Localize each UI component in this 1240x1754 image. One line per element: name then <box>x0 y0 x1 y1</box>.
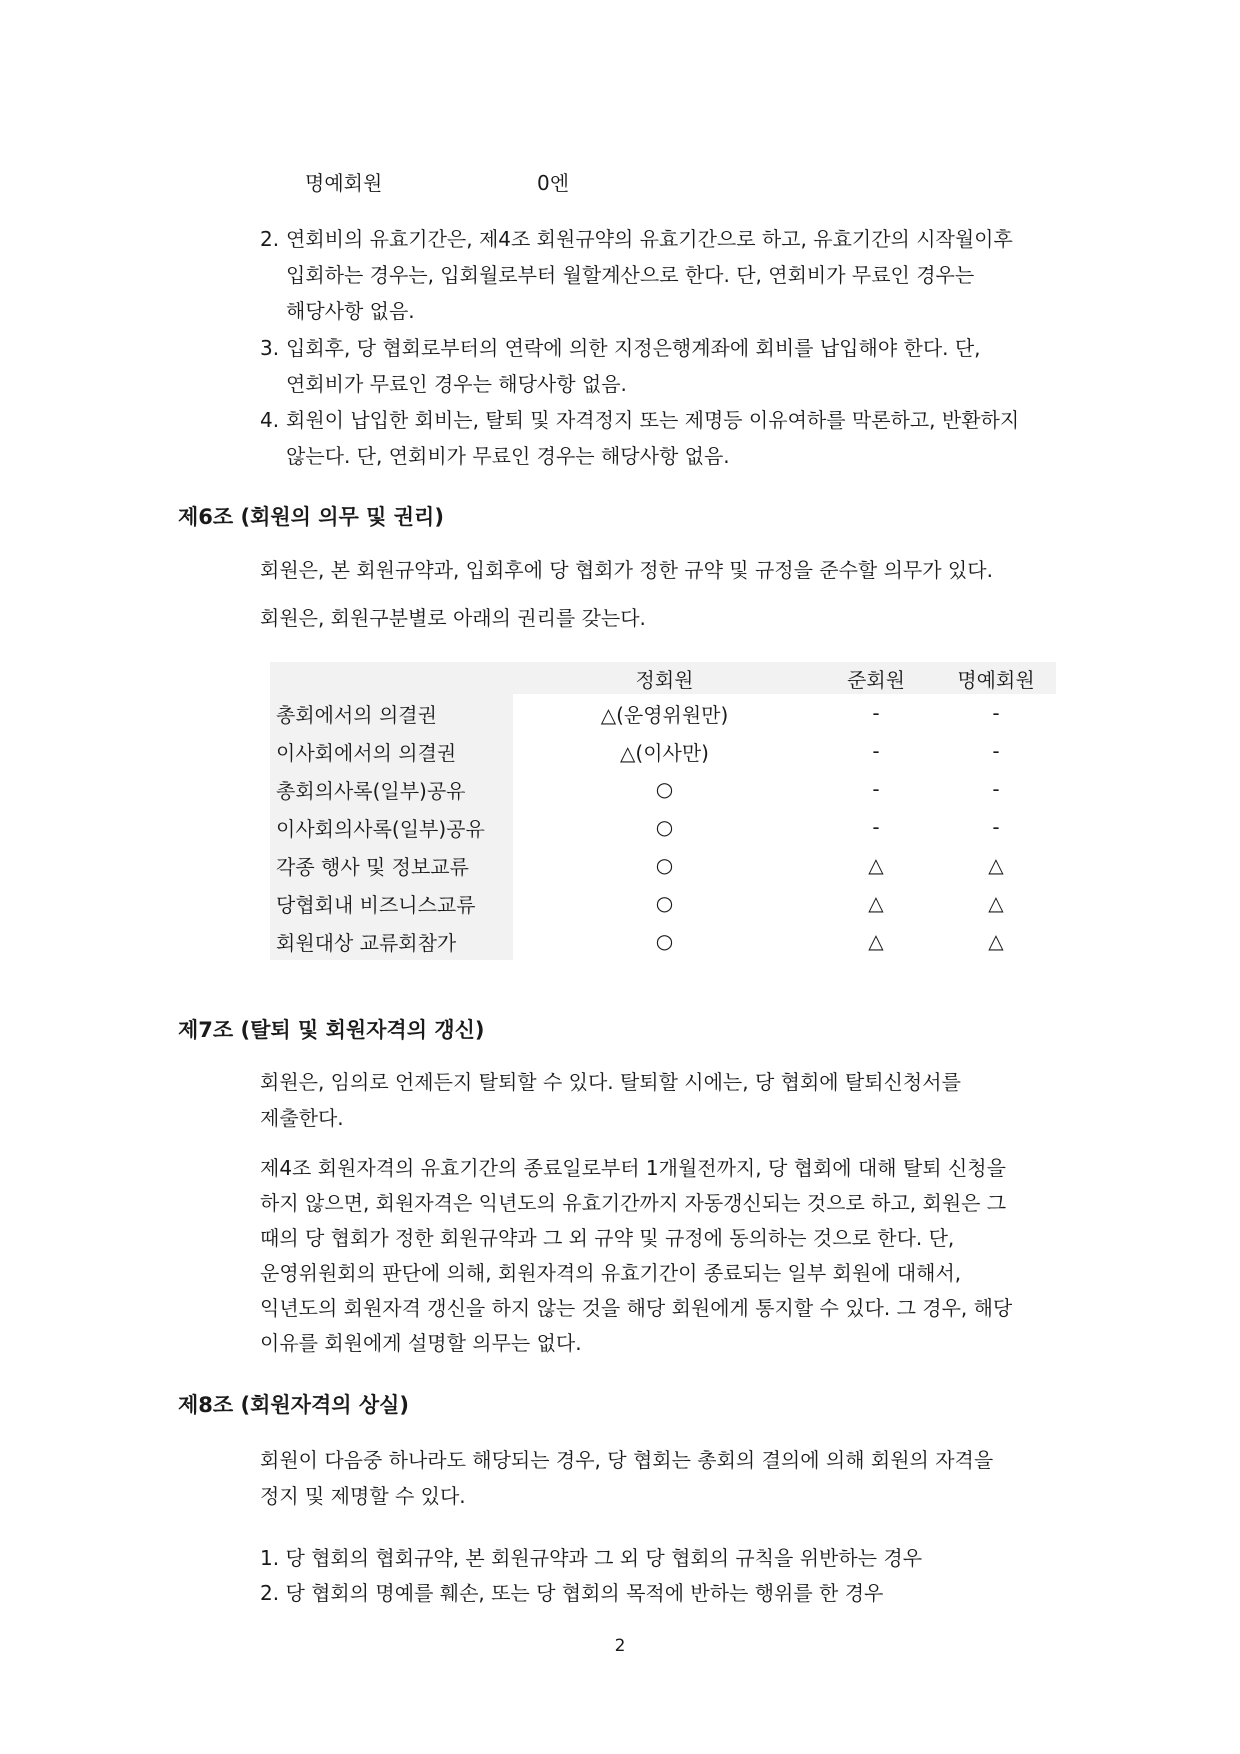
table-cell-regular: △(운영위원만) <box>600 702 729 727</box>
fee-item-line: 회원이 납입한 회비는, 탈퇴 및 자격정지 또는 제명등 이유여하를 막론하고, 반환하지 <box>286 408 1020 432</box>
table-cell-honorary: - <box>992 777 1000 801</box>
article7-paragraph-line: 제4조 회원자격의 유효기간의 종료일로부터 1개월전까지, 당 협회에 대해 탈퇴 신청을 <box>260 1156 1006 1180</box>
fee-item-number: 3. <box>260 336 280 360</box>
table-row <box>270 846 1056 884</box>
rights-table-header-associate: 준회원 <box>816 662 936 694</box>
table-cell-regular: ○ <box>655 815 674 839</box>
table-cell-regular: ○ <box>655 891 674 915</box>
article8-list-item: 1. 당 협회의 협회규약, 본 회원규약과 그 외 당 협회의 규칙을 위반하는 경우 <box>260 1546 923 1570</box>
table-cell-regular: ○ <box>655 853 674 877</box>
table-cell-regular: △(이사만) <box>620 740 709 765</box>
table-cell-associate: △ <box>868 929 884 953</box>
table-cell-honorary: △ <box>988 853 1004 877</box>
table-cell-associate: - <box>872 739 880 763</box>
rights-table-header-row <box>270 662 1056 694</box>
rights-table-header-corner <box>270 662 513 694</box>
fee-row-amount: 0엔 <box>537 171 570 195</box>
table-row <box>270 884 1056 922</box>
table-cell-regular: ○ <box>655 777 674 801</box>
table-cell-associate: △ <box>868 891 884 915</box>
article8-list-item: 2. 당 협회의 명예를 훼손, 또는 당 협회의 목적에 반하는 행위를 한 경우 <box>260 1581 884 1605</box>
table-row-label: 회원대상 교류회참가 <box>270 922 513 960</box>
table-row-label: 총회의사록(일부)공유 <box>270 770 513 808</box>
rights-table <box>270 662 1056 960</box>
fee-item-line: 않는다. 단, 연회비가 무료인 경우는 해당사항 없음. <box>286 444 730 468</box>
table-cell-associate: - <box>872 701 880 725</box>
table-cell-associate: △ <box>868 853 884 877</box>
fee-item-number: 4. <box>260 408 280 432</box>
article6-paragraph: 회원은, 회원구분별로 아래의 권리를 갖는다. <box>260 606 646 630</box>
table-row-label: 각종 행사 및 정보교류 <box>270 846 513 884</box>
fee-item-line: 연회비가 무료인 경우는 해당사항 없음. <box>286 372 627 396</box>
fee-item-line: 입회후, 당 협회로부터의 연락에 의한 지정은행계좌에 회비를 납입해야 한다. 단, <box>286 336 981 360</box>
rights-table-header-regular: 정회원 <box>513 662 816 694</box>
table-cell-honorary: - <box>992 815 1000 839</box>
article7-heading: 제7조 (탈퇴 및 회원자격의 갱신) <box>178 1018 485 1042</box>
table-cell-honorary: - <box>992 739 1000 763</box>
fee-item-number: 2. <box>260 227 280 251</box>
table-cell-honorary: △ <box>988 929 1004 953</box>
article7-paragraph-line: 운영위원회의 판단에 의해, 회원자격의 유효기간이 종료되는 일부 회원에 대해서, <box>260 1261 962 1285</box>
table-row <box>270 922 1056 960</box>
article7-paragraph-line: 때의 당 협회가 정한 회원규약과 그 외 규약 및 규정에 동의하는 것으로 한다. 단, <box>260 1226 955 1250</box>
table-cell-honorary: △ <box>988 891 1004 915</box>
article6-heading: 제6조 (회원의 의무 및 권리) <box>178 505 444 529</box>
table-row-label: 이사회의사록(일부)공유 <box>270 808 513 846</box>
table-row-label: 이사회에서의 의결권 <box>270 732 513 770</box>
article8-paragraph-line: 정지 및 제명할 수 있다. <box>260 1484 466 1508</box>
article7-paragraph-line: 하지 않으면, 회원자격은 익년도의 유효기간까지 자동갱신되는 것으로 하고, 회원은 그 <box>260 1191 1007 1215</box>
article8-paragraph-line: 회원이 다음중 하나라도 해당되는 경우, 당 협회는 총회의 결의에 의해 회원의 자격을 <box>260 1448 994 1472</box>
article7-paragraph-line: 제출한다. <box>260 1106 344 1130</box>
fee-item-line: 해당사항 없음. <box>286 299 415 323</box>
article7-paragraph-line: 익년도의 회원자격 갱신을 하지 않는 것을 해당 회원에게 통지할 수 있다. 그 경우, 해당 <box>260 1296 1013 1320</box>
table-cell-associate: - <box>872 777 880 801</box>
table-row <box>270 694 1056 732</box>
table-cell-honorary: - <box>992 701 1000 725</box>
table-cell-associate: - <box>872 815 880 839</box>
table-row <box>270 770 1056 808</box>
article8-heading: 제8조 (회원자격의 상실) <box>178 1393 410 1417</box>
article7-paragraph-line: 회원은, 임의로 언제든지 탈퇴할 수 있다. 탈퇴할 시에는, 당 협회에 탈퇴신청서를 <box>260 1070 961 1094</box>
article6-paragraph: 회원은, 본 회원규약과, 입회후에 당 협회가 정한 규약 및 규정을 준수할 의무가 있다. <box>260 558 993 582</box>
table-row <box>270 732 1056 770</box>
rights-table-header-honorary: 명예회원 <box>936 662 1056 694</box>
table-row-label: 당협회내 비즈니스교류 <box>270 884 513 922</box>
table-row <box>270 808 1056 846</box>
article7-paragraph-line: 이유를 회원에게 설명할 의무는 없다. <box>260 1331 582 1355</box>
page-number: 2 <box>614 1636 626 1656</box>
table-cell-regular: ○ <box>655 929 674 953</box>
fee-item-line: 연회비의 유효기간은, 제4조 회원규약의 유효기간으로 하고, 유효기간의 시작월이후 <box>286 227 1013 251</box>
fee-row-label: 명예회원 <box>305 171 383 195</box>
fee-item-line: 입회하는 경우는, 입회월로부터 월할계산으로 한다. 단, 연회비가 무료인 경우는 <box>286 263 975 287</box>
table-row-label: 총회에서의 의결권 <box>270 694 513 732</box>
